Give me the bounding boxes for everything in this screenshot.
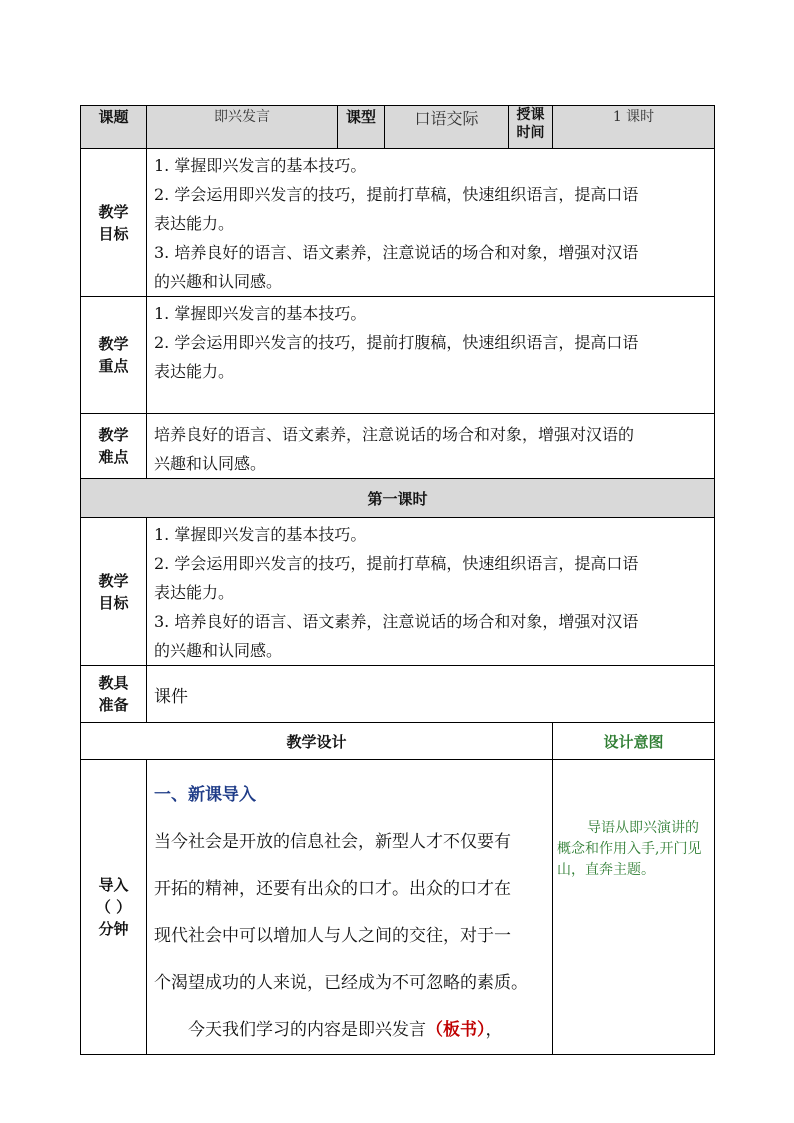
lesson-goals-label xyxy=(81,518,147,666)
intro-line: 现代社会中可以增加人与人之间的交往，对于一 xyxy=(154,926,511,946)
difficulties-label-line-2: 难点 xyxy=(98,448,129,466)
tools-label-line-2: 准备 xyxy=(98,696,129,714)
key-points-label xyxy=(81,297,147,414)
type-label: 课型 xyxy=(338,106,385,149)
difficulties-content xyxy=(147,414,715,479)
intro-label xyxy=(81,760,147,1055)
lesson-section-row xyxy=(81,479,715,518)
key-points-label-line-2: 重点 xyxy=(98,357,129,375)
key-points-content xyxy=(147,297,715,414)
difficulties-label-line-1: 教学 xyxy=(98,426,129,444)
goals-label-line-2: 目标 xyxy=(98,224,129,243)
key-points-row xyxy=(81,297,715,414)
intro-last-line xyxy=(154,1007,552,1054)
difficulties-label xyxy=(81,414,147,479)
lesson-goals-line: 2. 学会运用即兴发言的技巧，提前打草稿，快速组织语言，提高口语 xyxy=(154,554,639,573)
goals-row xyxy=(81,149,715,297)
design-label: 教学设计 xyxy=(81,723,553,760)
blackboard-note: （板书） xyxy=(426,1020,486,1040)
intro-label-line-2: （ ） xyxy=(95,898,132,916)
key-points-line: 表达能力。 xyxy=(154,362,235,381)
time-value: 1 课时 xyxy=(553,106,715,149)
lesson-goals-line: 表达能力。 xyxy=(154,583,235,602)
intro-label-line-3: 分钟 xyxy=(98,920,129,938)
intro-line: 个渴望成功的人来说，已经成为不可忽略的素质。 xyxy=(154,973,528,993)
key-points-line: 2. 学会运用即兴发言的技巧，提前打腹稿，快速组织语言，提高口语 xyxy=(154,333,639,352)
time-label-line-1: 授课 xyxy=(516,107,545,123)
difficulties-line: 培养良好的语言、语文素养，注意说话的场合和对象，增强对汉语的 xyxy=(154,425,635,444)
intro-line: 开拓的精神，还要有出众的口才。出众的口才在 xyxy=(154,879,511,899)
intro-last-line-suffix: ， xyxy=(485,1020,503,1040)
goals-label-line-1: 教学 xyxy=(98,202,129,221)
lesson-goals-line: 的兴趣和认同感。 xyxy=(154,641,283,660)
tools-label-line-1: 教具 xyxy=(98,674,129,692)
intro-last-line-prefix: 今天我们学习的内容是即兴发言 xyxy=(188,1020,426,1040)
lesson-title: 第一课时 xyxy=(81,479,715,518)
difficulties-row xyxy=(81,414,715,479)
intro-subheading: 一、新课导入 xyxy=(154,785,256,805)
goals-line: 的兴趣和认同感。 xyxy=(154,272,283,291)
intro-label-line-1: 导入 xyxy=(98,876,129,894)
intro-line: 当今社会是开放的信息社会，新型人才不仅要有 xyxy=(154,832,511,852)
time-label-line-2: 时间 xyxy=(516,125,545,141)
tools-label xyxy=(81,666,147,723)
tools-row xyxy=(81,666,715,723)
lesson-goals-line: 1. 掌握即兴发言的基本技巧。 xyxy=(154,525,367,544)
intent-label: 设计意图 xyxy=(553,723,715,760)
topic-value: 即兴发言 xyxy=(147,106,338,149)
goals-label xyxy=(81,149,147,297)
goals-line: 2. 学会运用即兴发言的技巧，提前打草稿，快速组织语言，提高口语 xyxy=(154,185,639,204)
goals-line: 3. 培养良好的语言、语文素养，注意说话的场合和对象，增强对汉语 xyxy=(154,243,639,262)
intro-intent: 导语从即兴演讲的概念和作用入手,开门见山，直奔主题。 xyxy=(553,760,715,1055)
key-points-label-line-1: 教学 xyxy=(98,335,129,353)
lesson-goals-label-line-2: 目标 xyxy=(98,593,129,612)
key-points-line: 1. 掌握即兴发言的基本技巧。 xyxy=(154,304,367,323)
lesson-goals-row xyxy=(81,518,715,666)
lesson-plan-table xyxy=(80,105,715,1055)
difficulties-line: 兴趣和认同感。 xyxy=(154,454,267,473)
topic-label: 课题 xyxy=(81,106,147,149)
design-header-row xyxy=(81,723,715,760)
goals-line: 表达能力。 xyxy=(154,214,235,233)
time-label xyxy=(509,106,553,149)
goals-line: 1. 掌握即兴发言的基本技巧。 xyxy=(154,156,367,175)
tools-value: 课件 xyxy=(147,666,715,723)
type-value: 口语交际 xyxy=(385,106,509,149)
lesson-goals-line: 3. 培养良好的语言、语文素养，注意说话的场合和对象，增强对汉语 xyxy=(154,612,639,631)
intro-content xyxy=(147,760,553,1055)
lesson-goals-label-line-1: 教学 xyxy=(98,571,129,590)
intro-row xyxy=(81,760,715,1055)
lesson-goals-content xyxy=(147,518,715,666)
header-row xyxy=(81,106,715,149)
goals-content xyxy=(147,149,715,297)
